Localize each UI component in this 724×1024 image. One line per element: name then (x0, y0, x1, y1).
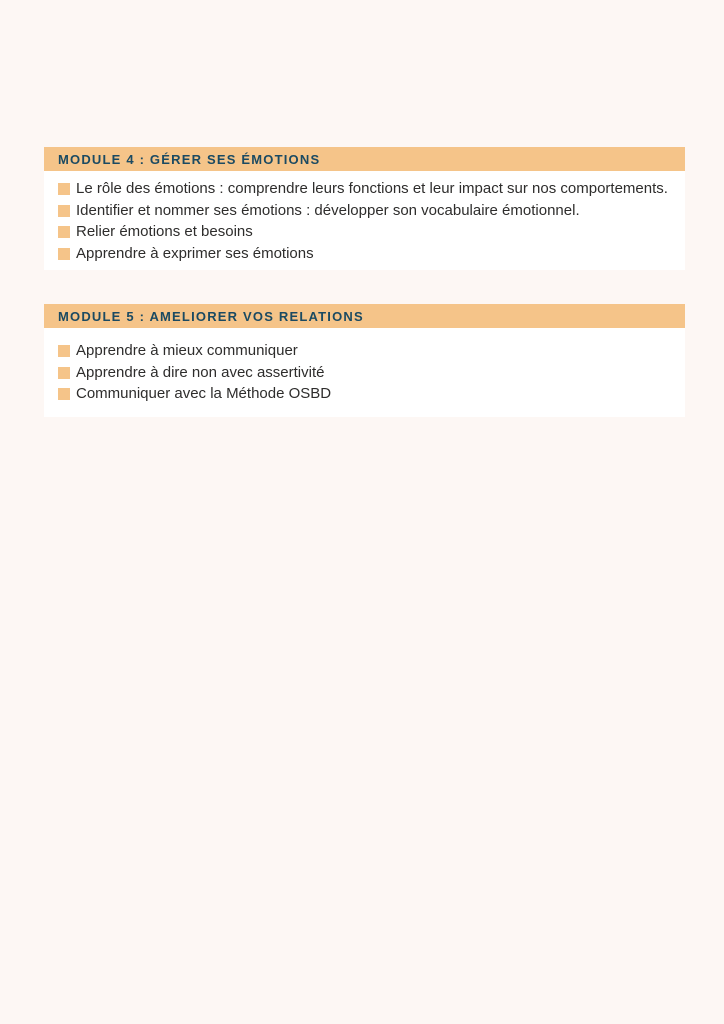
list-item (58, 340, 671, 362)
module-5-content (44, 328, 685, 417)
list-item (58, 221, 671, 243)
module-5-item-list (58, 340, 671, 405)
bullet-square-icon (58, 205, 70, 217)
list-item-label: Apprendre à dire non avec assertivité (76, 363, 325, 381)
module-5-title: MODULE 5 : AMELIORER VOS RELATIONS (58, 308, 364, 324)
list-item-label: Identifier et nommer ses émotions : développer son vocabulaire émotionnel. (76, 201, 580, 219)
module-4-content (44, 171, 685, 270)
module-4-item-list (58, 178, 671, 264)
list-item (58, 243, 671, 265)
bullet-square-icon (58, 248, 70, 260)
list-item (58, 200, 671, 222)
list-item (58, 383, 671, 405)
module-4-title: MODULE 4 : GÉRER SES ÉMOTIONS (58, 151, 321, 167)
bullet-square-icon (58, 345, 70, 357)
bullet-square-icon (58, 183, 70, 195)
bullet-square-icon (58, 226, 70, 238)
module-4-header (44, 147, 685, 171)
list-item (58, 178, 671, 200)
list-item-label: Le rôle des émotions : comprendre leurs fonctions et leur impact sur nos comportements. (76, 180, 668, 197)
module-4-section (44, 147, 685, 270)
bullet-square-icon (58, 388, 70, 400)
list-item-label: Communiquer avec la Méthode OSBD (76, 385, 332, 402)
bullet-square-icon (58, 367, 70, 379)
module-5-section (44, 304, 685, 417)
module-5-header (44, 304, 685, 328)
list-item-label: Relier émotions et besoins (76, 223, 253, 240)
list-item (58, 362, 671, 384)
list-item-label: Apprendre à exprimer ses émotions (76, 244, 314, 262)
list-item-label: Apprendre à mieux communiquer (76, 342, 298, 359)
